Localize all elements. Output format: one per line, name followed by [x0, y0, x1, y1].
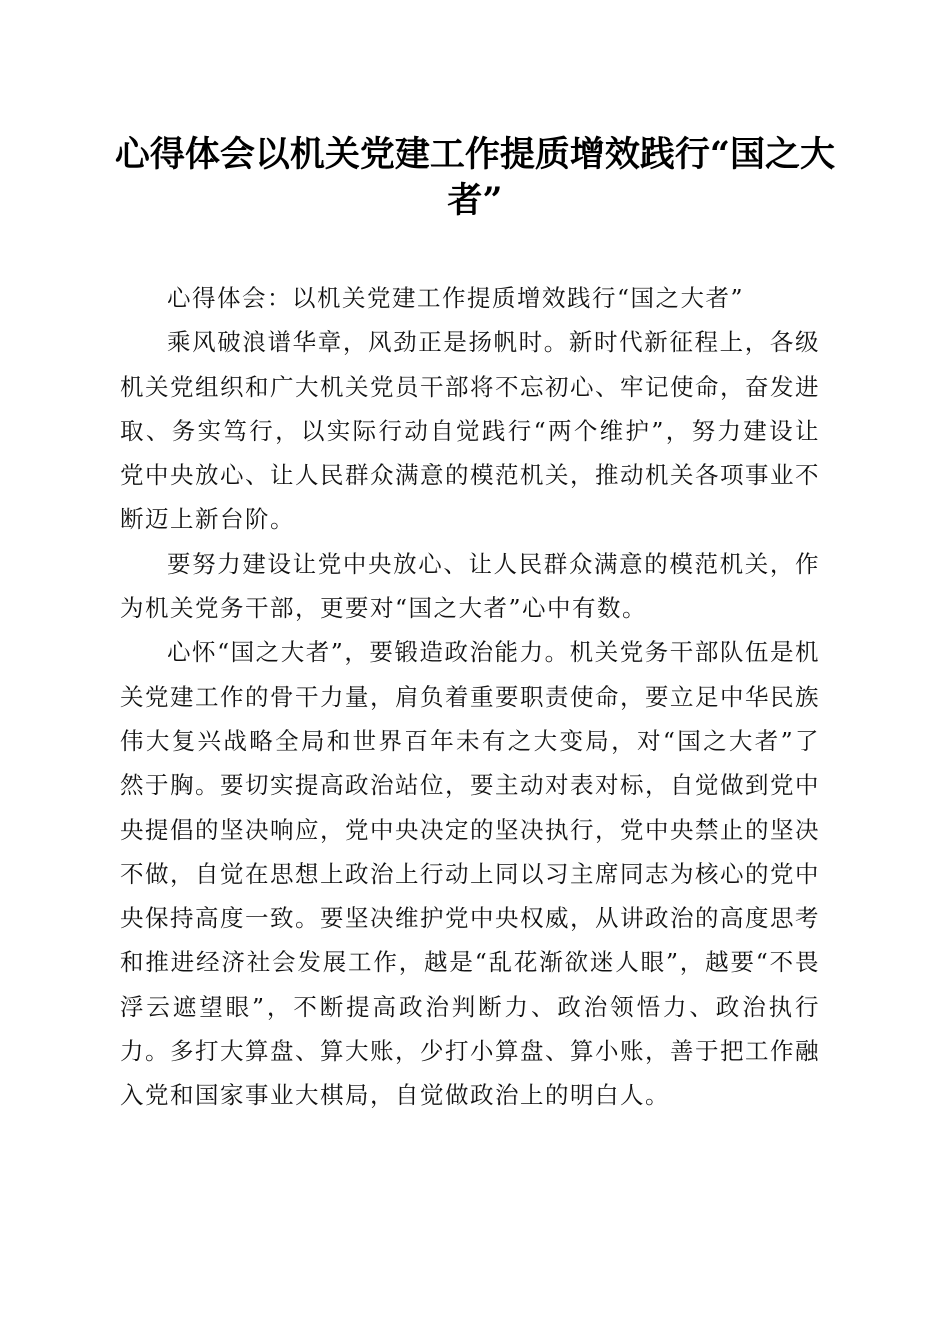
paragraph: 心怀“国之大者”，要锻造政治能力。机关党务干部队伍是机关党建工作的骨干力量，肩负着重要职责使命，要立足中华民族伟大复兴战略全局和世界百年未有之大变局，对“国之大者”了然于胸。要切实提高政治站位，要主动对表对标，自觉做到党中央提倡的坚决响应，党中央决定的坚决执行，党中央禁止的坚决不做，自觉在思想上政治上行动上同以习主席同志为核心的党中央保持高度一致。要坚决维护党中央权威，从讲政治的高度思考和推进经济社会发展工作，越是“乱花渐欲迷人眼”，越要“不畏浮云遮望眼”，不断提高政治判断力、政治领悟力、政治执行力。多打大算盘、算大账，少打小算盘、算小账，善于把工作融入党和国家事业大棋局，自觉做政治上的明白人。 — [120, 638, 820, 1110]
paragraph: 要努力建设让党中央放心、让人民群众满意的模范机关，作为机关党务干部，更要对“国之大者”心中有数。 — [120, 549, 820, 623]
paragraph-subtitle: 心得体会：以机关党建工作提质增效践行“国之大者” — [167, 284, 745, 312]
document-body — [120, 276, 820, 1118]
paragraph: 乘风破浪谱华章，风劲正是扬帆时。新时代新征程上，各级机关党组织和广大机关党员干部将不忘初心、牢记使命，奋发进取、务实笃行，以实际行动自觉践行“两个维护”，努力建设让党中央放心、让人民群众满意的模范机关，推动机关各项事业不断迈上新台阶。 — [120, 328, 820, 534]
document-title: 心得体会以机关党建工作提质增效践行“国之大者” — [114, 134, 836, 221]
